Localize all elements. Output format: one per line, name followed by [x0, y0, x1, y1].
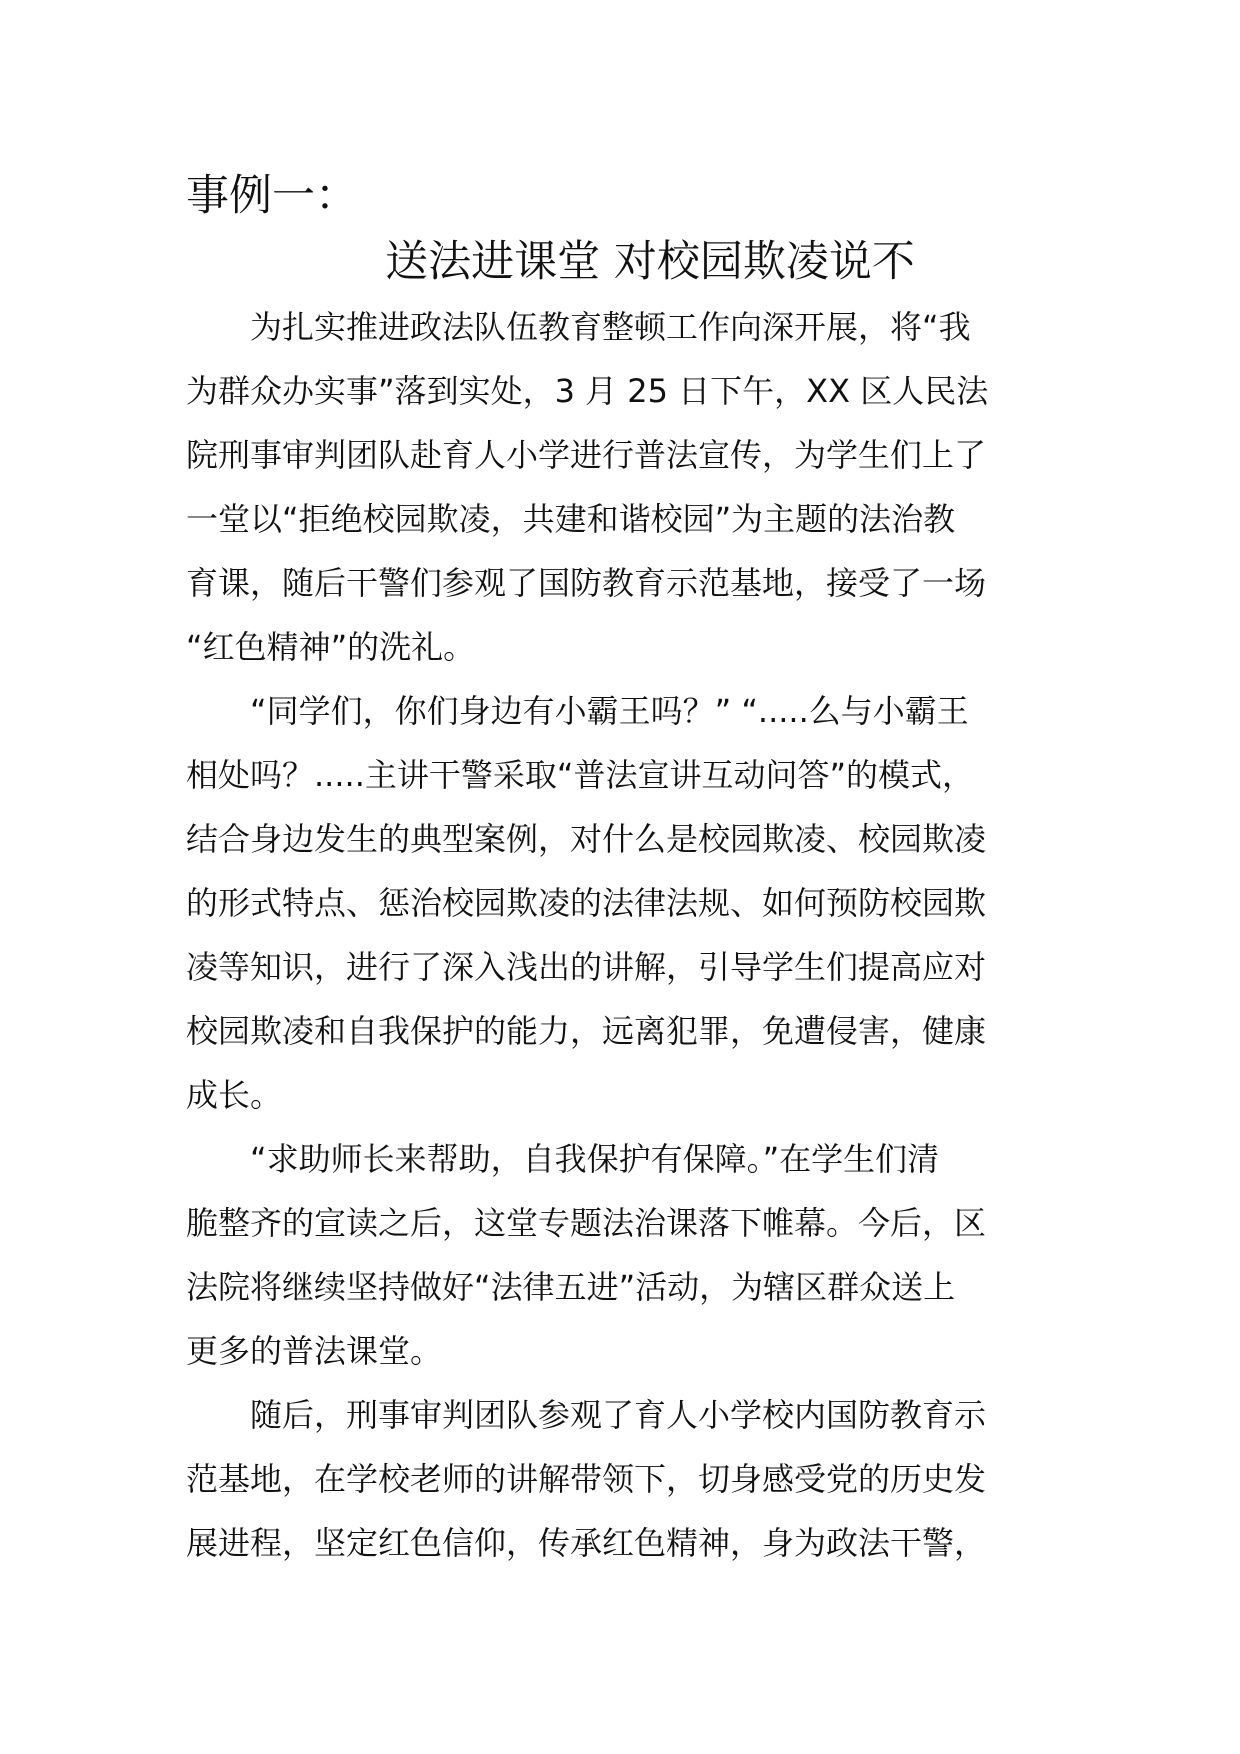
paragraph-2: [186, 679, 1074, 1127]
text-line: 范基地，在学校老师的讲解带领下，切身感受党的历史发: [186, 1460, 987, 1498]
text-line: 为扎实推进政法队伍教育整顿工作向深开展，将“我: [250, 308, 971, 346]
text-line: 凌等知识，进行了深入浅出的讲解，引导学生们提高应对: [186, 948, 987, 986]
text-line: 的形式特点、惩治校园欺凌的法律法规、如何预防校园欺: [186, 884, 987, 922]
text-line: 更多的普法课堂。: [186, 1332, 443, 1370]
text-line: 校园欺凌和自我保护的能力，远离犯罪，免遭侵害，健康: [186, 1012, 987, 1050]
text-line: “求助师长来帮助，自我保护有保障。”在学生们清: [250, 1140, 940, 1178]
text-line: 脆整齐的宣读之后，这堂专题法治课落下帷幕。今后，区: [186, 1204, 987, 1242]
text-line: “同学们，你们身边有小霸王吗？” “.....么与小霸王: [250, 692, 969, 730]
text-line: 为群众办实事”落到实处，3 月 25 日下午，XX 区人民法: [186, 372, 989, 410]
text-line: 随后，刑事审判团队参观了育人小学校内国防教育示: [250, 1396, 987, 1434]
text-line: 成长。: [186, 1076, 283, 1114]
case-heading: 事例一：: [186, 171, 358, 221]
text-line: 院刑事审判团队赴育人小学进行普法宣传，为学生们上了: [186, 436, 987, 474]
text-line: 一堂以“拒绝校园欺凌，共建和谐校园”为主题的法治教: [186, 500, 956, 538]
paragraph-4: [186, 1383, 1074, 1575]
text-line: 展进程，坚定红色信仰，传承红色精神，身为政法干警，: [186, 1524, 987, 1562]
text-line: 相处吗？.....主讲干警采取“普法宣讲互动问答”的模式，: [186, 756, 975, 794]
text-line: 结合身边发生的典型案例，对什么是校园欺凌、校园欺凌: [186, 820, 987, 858]
text-line: 法院将继续坚持做好“法律五进”活动，为辖区群众送上: [186, 1268, 956, 1306]
article-title: 送法进课堂 对校园欺凌说不: [385, 237, 915, 287]
text-line: “红色精神”的洗礼。: [186, 628, 476, 666]
paragraph-3: [186, 1127, 1074, 1383]
article-body: [186, 295, 1074, 1575]
paragraph-1: [186, 295, 1074, 679]
text-line: 育课，随后干警们参观了国防教育示范基地，接受了一场: [186, 564, 987, 602]
